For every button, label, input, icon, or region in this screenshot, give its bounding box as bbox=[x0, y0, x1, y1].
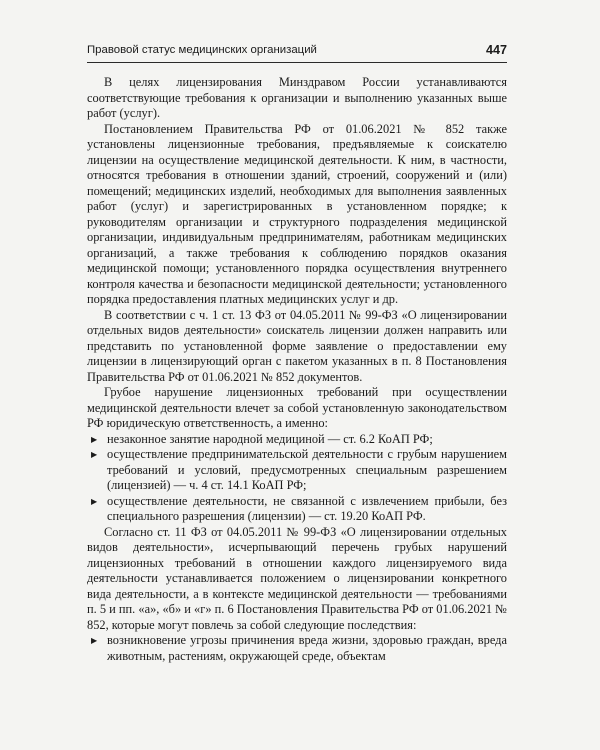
triangle-bullet-icon: ▶ bbox=[91, 434, 98, 444]
paragraph: Постановлением Правительства РФ от 01.06.2021 № 852 также установлены лицензионные требования, предъявляемые к соискателю лицензии на осуществление медицинской деятельности. К ним, в частности, относятся требования в отношении зданий, строений, сооружений и (или) помещений; медицинских изделий, необходимых для выполнения заявленных работ (услуг) и зарегистрированных в установленном порядке; к руководителям организации и структурного подразделения медицинской организации, индивидуальным предпринимателям, работникам медицинских организаций, а также требования к соблюдению порядков оказания медицинской помощи; установленного порядка осуществления внутреннего контроля качества и безопасности медицинской деятельности; установленного порядка предоставления платных медицинских услуг и др. bbox=[87, 121, 507, 306]
list-item: ▶ осуществление предпринимательской деятельности с грубым нарушением требований и условий, предусмотренных специальным разрешением (лицензией) — ч. 4 ст. 14.1 КоАП РФ; bbox=[91, 447, 507, 492]
triangle-bullet-icon: ▶ bbox=[91, 450, 98, 459]
chapter-title: Правовой статус медицинских организаций bbox=[87, 44, 317, 56]
list-item: ▶ незаконное занятие народной медициной — ст. 6.2 КоАП РФ; bbox=[91, 431, 433, 446]
paragraph: Грубое нарушение лицензионных требований при осуществлении медицинской деятельности влечет за собой установленную законодательством РФ юридическую ответственность, а именно: bbox=[87, 385, 507, 430]
paragraph: Согласно ст. 11 ФЗ от 04.05.2011 № 99-ФЗ «О лицензировании отдельных видов деятельности», исчерпывающий перечень грубых нарушений лицензионных требований в отношении каждого лицензируемого вида деятельности устанавливается положением о лицензировании конкретного вида деятельности, а в контексте медицинской деятельности — требованиями п. 5 и пп. «а», «б» и «г» п. 6 Постановления Правительства РФ от 01.06.2021 № 852, которые могут повлечь за собой следующие последствия: bbox=[87, 524, 507, 632]
list-item: ▶ возникновение угрозы причинения вреда жизни, здоровью граждан, вреда животным, растениям, окружающей среде, объектам bbox=[91, 633, 507, 663]
paragraph: В целях лицензирования Минздравом России устанавливаются соответствующие требования к организации и выполнению указанных выше работ (услуг). bbox=[87, 75, 507, 120]
page-number: 447 bbox=[485, 43, 507, 57]
triangle-bullet-icon: ▶ bbox=[91, 636, 98, 645]
paragraph: В соответствии с ч. 1 ст. 13 ФЗ от 04.05.2011 № 99-ФЗ «О лицензировании отдельных видов деятельности» соискатель лицензии должен направить или представить по установленной форме заявление о предоставлении ему лицензии в лицензирующий орган с пакетом указанных в п. 8 Постановления Правительства РФ от 01.06.2021 № 852 документов. bbox=[87, 307, 507, 384]
page-body bbox=[87, 75, 507, 664]
consequences-list bbox=[87, 432, 507, 525]
running-header bbox=[87, 42, 507, 63]
triangle-bullet-icon: ▶ bbox=[91, 496, 98, 506]
effects-list bbox=[87, 633, 507, 664]
list-item: ▶ осуществление деятельности, не связанной с извлечением прибыли, без специального разрешения (лицензии) — ст. 19.20 КоАП РФ. bbox=[91, 493, 507, 523]
